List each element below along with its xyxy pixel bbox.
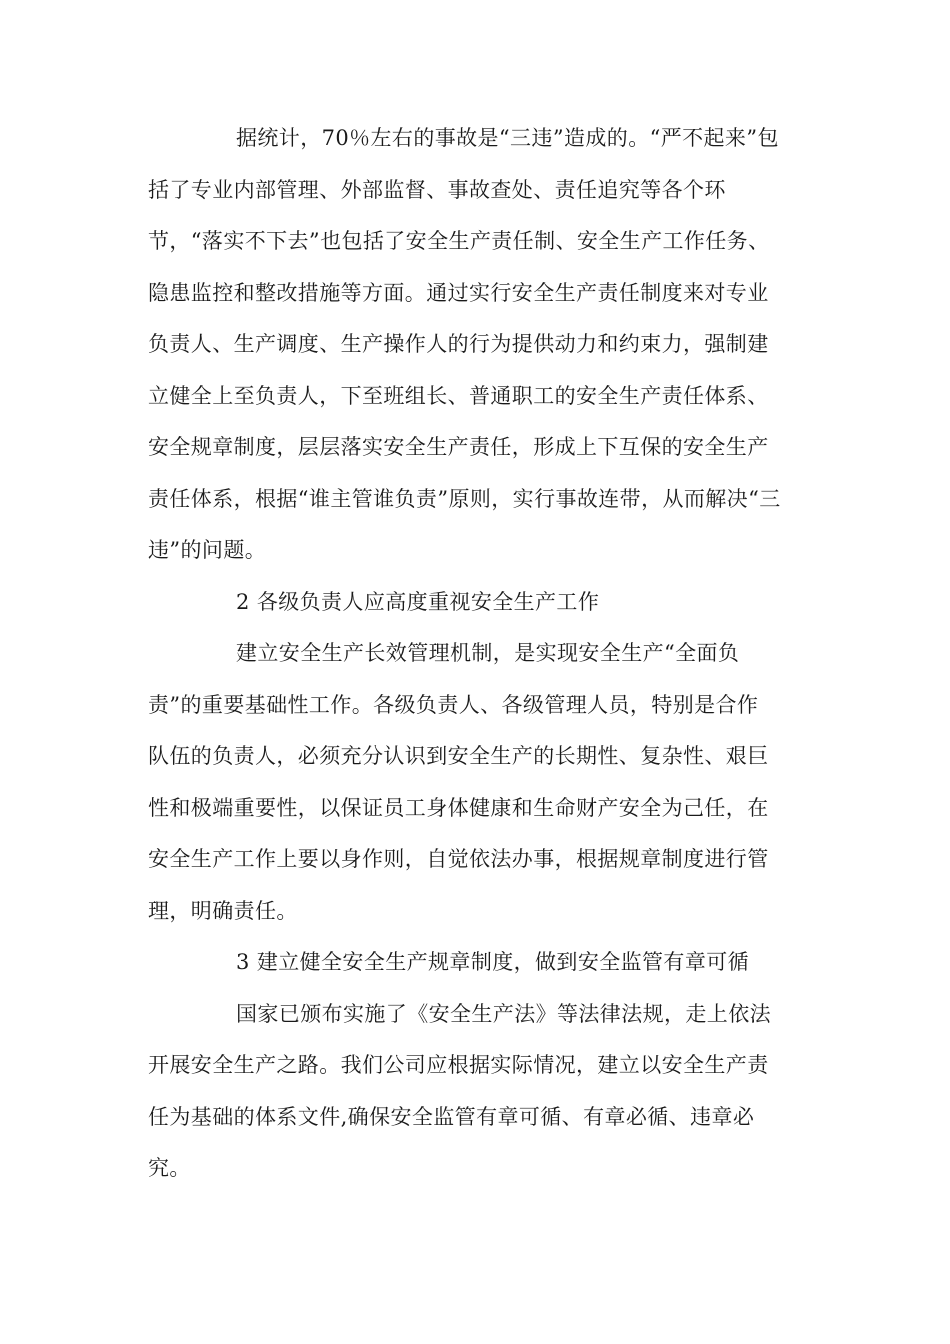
- text-line: 括了专业内部管理、外部监督、事故查处、责任追究等各个环: [148, 177, 726, 202]
- text-line: 负责人、生产调度、生产操作人的行为提供动力和约束力，强制建: [148, 332, 769, 356]
- text-line: 任为基础的体系文件,确保安全监管有章可循、有章必循、违章必: [148, 1104, 755, 1129]
- text-line: 责任体系，根据“谁主管谁负责”原则，实行事故连带，从而解决“三: [148, 486, 781, 511]
- text-line: 究。: [148, 1156, 191, 1180]
- text-line: 开展安全生产之路。我们公司应根据实际情况，建立以安全生产责: [148, 1053, 769, 1077]
- text-line: 违”的问题。: [148, 538, 267, 562]
- text-line: 国家已颁布实施了《安全生产法》等法律法规，走上依法: [236, 1001, 771, 1026]
- section-heading: 3 建立健全安全生产规章制度，做到安全监管有章可循: [236, 950, 750, 974]
- document-body: [148, 113, 808, 1195]
- text-line: 性和极端重要性，以保证员工身体健康和生命财产安全为己任，在: [148, 795, 769, 820]
- text-line: 隐患监控和整改措施等方面。通过实行安全生产责任制度来对专业: [148, 280, 769, 305]
- text-line: 节，“落实不下去”也包括了安全生产责任制、安全生产工作任务、: [148, 229, 770, 253]
- text-line: 建立安全生产长效管理机制，是实现安全生产“全面负: [236, 641, 740, 665]
- text-line: 安全生产工作上要以身作则，自觉依法办事，根据规章制度进行管: [148, 847, 769, 871]
- text-line: 立健全上至负责人，下至班组长、普通职工的安全生产责任体系、: [148, 383, 769, 408]
- text-line: 理，明确责任。: [148, 898, 298, 923]
- text-line: 据统计，70％左右的事故是“三违”造成的。“严不起来”包: [236, 126, 779, 150]
- text-line: 责”的重要基础性工作。各级负责人、各级管理人员，特别是合作: [148, 692, 759, 717]
- section-heading: 2 各级负责人应高度重视安全生产工作: [236, 589, 600, 614]
- text-line: 队伍的负责人，必须充分认识到安全生产的长期性、复杂性、艰巨: [148, 744, 769, 768]
- text-line: 安全规章制度，层层落实安全生产责任，形成上下互保的安全生产: [148, 435, 769, 459]
